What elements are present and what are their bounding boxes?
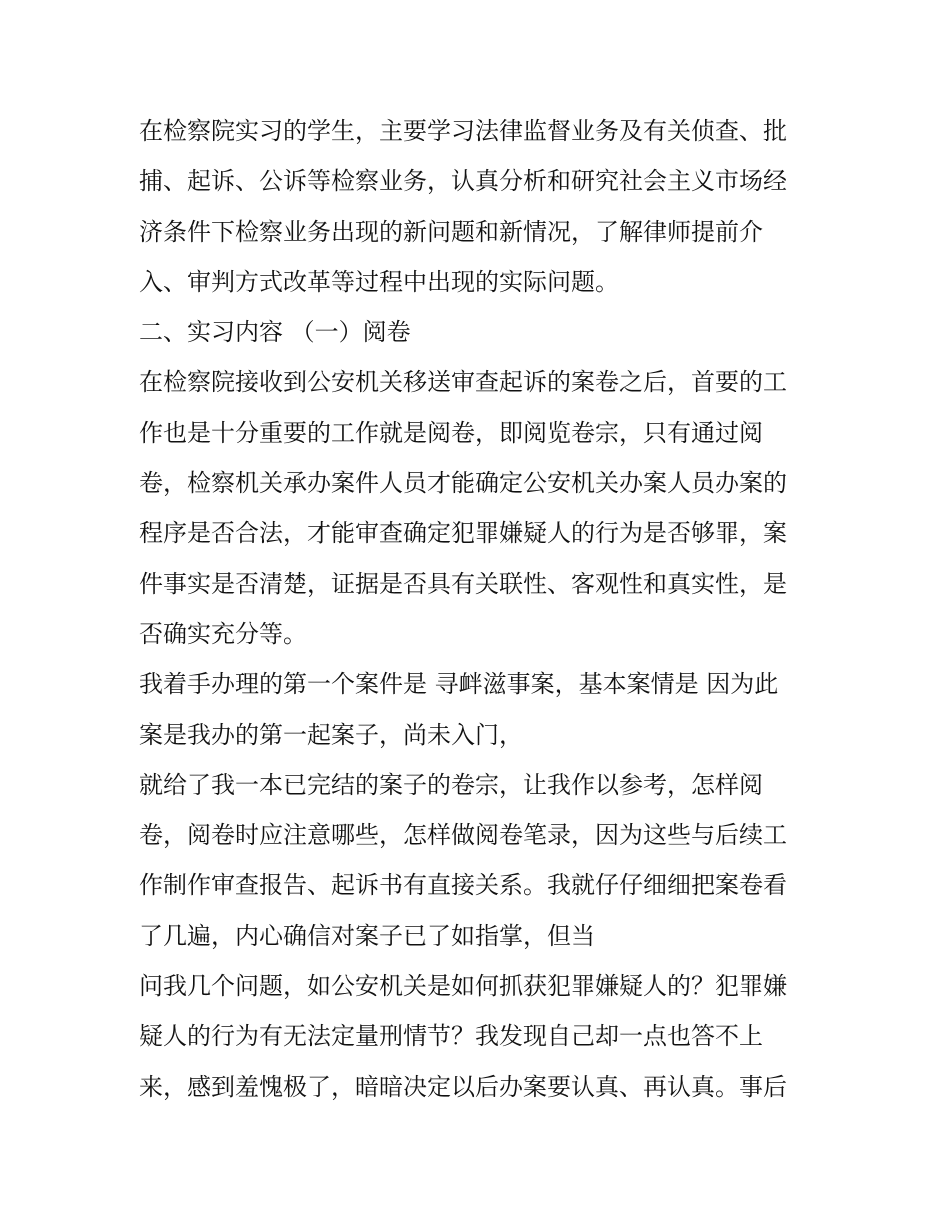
text-line: 否确实充分等。 [139, 619, 307, 648]
text-line: 就给了我一本已完结的案子的卷宗，让我作以参考，怎样阅 [139, 770, 763, 799]
text-line: 了几遍，内心确信对案子已了如指掌，但当 [139, 921, 595, 950]
text-line: 捕、起诉、公诉等检察业务，认真分析和研究社会主义市场经 [139, 167, 787, 196]
text-line: 在检察院接收到公安机关移送审查起诉的案卷之后，首要的工 [139, 368, 787, 397]
text-line: 卷，检察机关承办案件人员才能确定公安机关办案人员办案的 [139, 469, 787, 498]
text-line: 程序是否合法，才能审查确定犯罪嫌疑人的行为是否够罪，案 [139, 519, 787, 548]
text-line: 疑人的行为有无法定量刑情节？我发现自己却一点也答不上 [139, 1022, 763, 1051]
section-heading: 二、实习内容 （一）阅卷 [139, 318, 411, 347]
text-line: 在检察院实习的学生，主要学习法律监督业务及有关侦查、批 [139, 117, 787, 145]
body-text [139, 106, 819, 1112]
text-line: 我着手办理的第一个案件是 寻衅滋事案，基本案情是 因为此 [139, 670, 779, 699]
text-line: 来，感到羞愧极了，暗暗决定以后办案要认真、再认真。事后 [139, 1072, 787, 1101]
text-line: 案是我办的第一起案子，尚未入门， [139, 720, 523, 749]
text-line: 作制作审查报告、起诉书有直接关系。我就仔仔细细把案卷看 [139, 871, 787, 900]
text-line: 作也是十分重要的工作就是阅卷，即阅览卷宗，只有通过阅 [139, 418, 763, 447]
text-line: 卷，阅卷时应注意哪些，怎样做阅卷笔录，因为这些与后续工 [139, 821, 787, 850]
text-line: 件事实是否清楚，证据是否具有关联性、客观性和真实性，是 [139, 569, 787, 598]
text-line: 济条件下检察业务出现的新问题和新情况，了解律师提前介 [139, 217, 763, 246]
text-line: 问我几个问题，如公安机关是如何抓获犯罪嫌疑人的？犯罪嫌 [139, 972, 787, 1001]
text-line: 入、审判方式改革等过程中出现的实际问题。 [139, 267, 619, 296]
